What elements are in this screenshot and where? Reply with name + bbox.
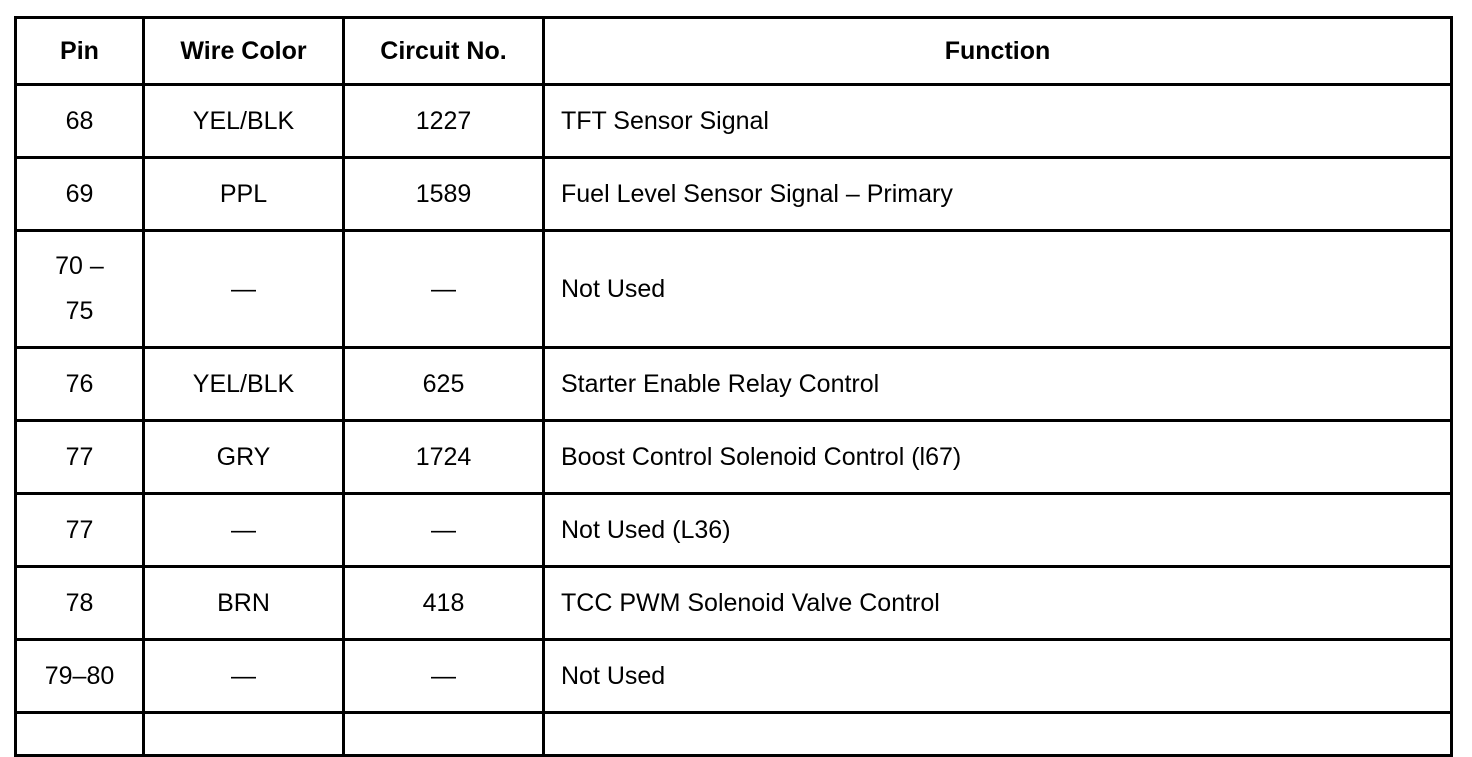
empty-cell — [344, 713, 544, 756]
function-cell: TFT Sensor Signal — [544, 85, 1452, 158]
header-pin: Pin — [16, 18, 144, 85]
circuit-no-cell: 1589 — [344, 158, 544, 231]
wire-color-cell: — — [144, 231, 344, 348]
header-row — [16, 18, 1452, 85]
pin-cell: 77 — [16, 421, 144, 494]
circuit-no-cell: 418 — [344, 567, 544, 640]
header-circuit-no: Circuit No. — [344, 18, 544, 85]
pin-cell: 79–80 — [16, 640, 144, 713]
pin-cell: 78 — [16, 567, 144, 640]
empty-cell — [16, 713, 144, 756]
function-cell: Starter Enable Relay Control — [544, 348, 1452, 421]
table-row — [16, 640, 1452, 713]
table-body — [16, 85, 1452, 756]
wire-color-cell: — — [144, 640, 344, 713]
connector-pinout-table — [14, 16, 1453, 757]
circuit-no-cell: 625 — [344, 348, 544, 421]
empty-cell — [144, 713, 344, 756]
table-row-cut-off — [16, 713, 1452, 756]
header-wire-color: Wire Color — [144, 18, 344, 85]
circuit-no-cell: — — [344, 640, 544, 713]
wire-color-cell: YEL/BLK — [144, 85, 344, 158]
wire-color-cell: — — [144, 494, 344, 567]
pin-cell — [16, 231, 144, 348]
table-row — [16, 421, 1452, 494]
table-row — [16, 85, 1452, 158]
table-row — [16, 494, 1452, 567]
pin-cell: 68 — [16, 85, 144, 158]
circuit-no-cell: 1227 — [344, 85, 544, 158]
circuit-no-cell: 1724 — [344, 421, 544, 494]
function-cell: Boost Control Solenoid Control (l67) — [544, 421, 1452, 494]
table-row — [16, 567, 1452, 640]
table-row — [16, 158, 1452, 231]
table-row — [16, 231, 1452, 348]
header-function: Function — [544, 18, 1452, 85]
function-cell: Fuel Level Sensor Signal – Primary — [544, 158, 1452, 231]
wire-color-cell: GRY — [144, 421, 344, 494]
table-header — [16, 18, 1452, 85]
empty-cell — [544, 713, 1452, 756]
pin-range-text: 70 – 75 — [55, 252, 104, 325]
function-cell: Not Used — [544, 231, 1452, 348]
function-cell: Not Used — [544, 640, 1452, 713]
table-row — [16, 348, 1452, 421]
function-cell: Not Used (L36) — [544, 494, 1452, 567]
circuit-no-cell: — — [344, 231, 544, 348]
circuit-no-cell: — — [344, 494, 544, 567]
pin-cell: 69 — [16, 158, 144, 231]
wire-color-cell: BRN — [144, 567, 344, 640]
wire-color-cell: PPL — [144, 158, 344, 231]
wire-color-cell: YEL/BLK — [144, 348, 344, 421]
pin-cell: 77 — [16, 494, 144, 567]
pin-cell: 76 — [16, 348, 144, 421]
function-cell: TCC PWM Solenoid Valve Control — [544, 567, 1452, 640]
